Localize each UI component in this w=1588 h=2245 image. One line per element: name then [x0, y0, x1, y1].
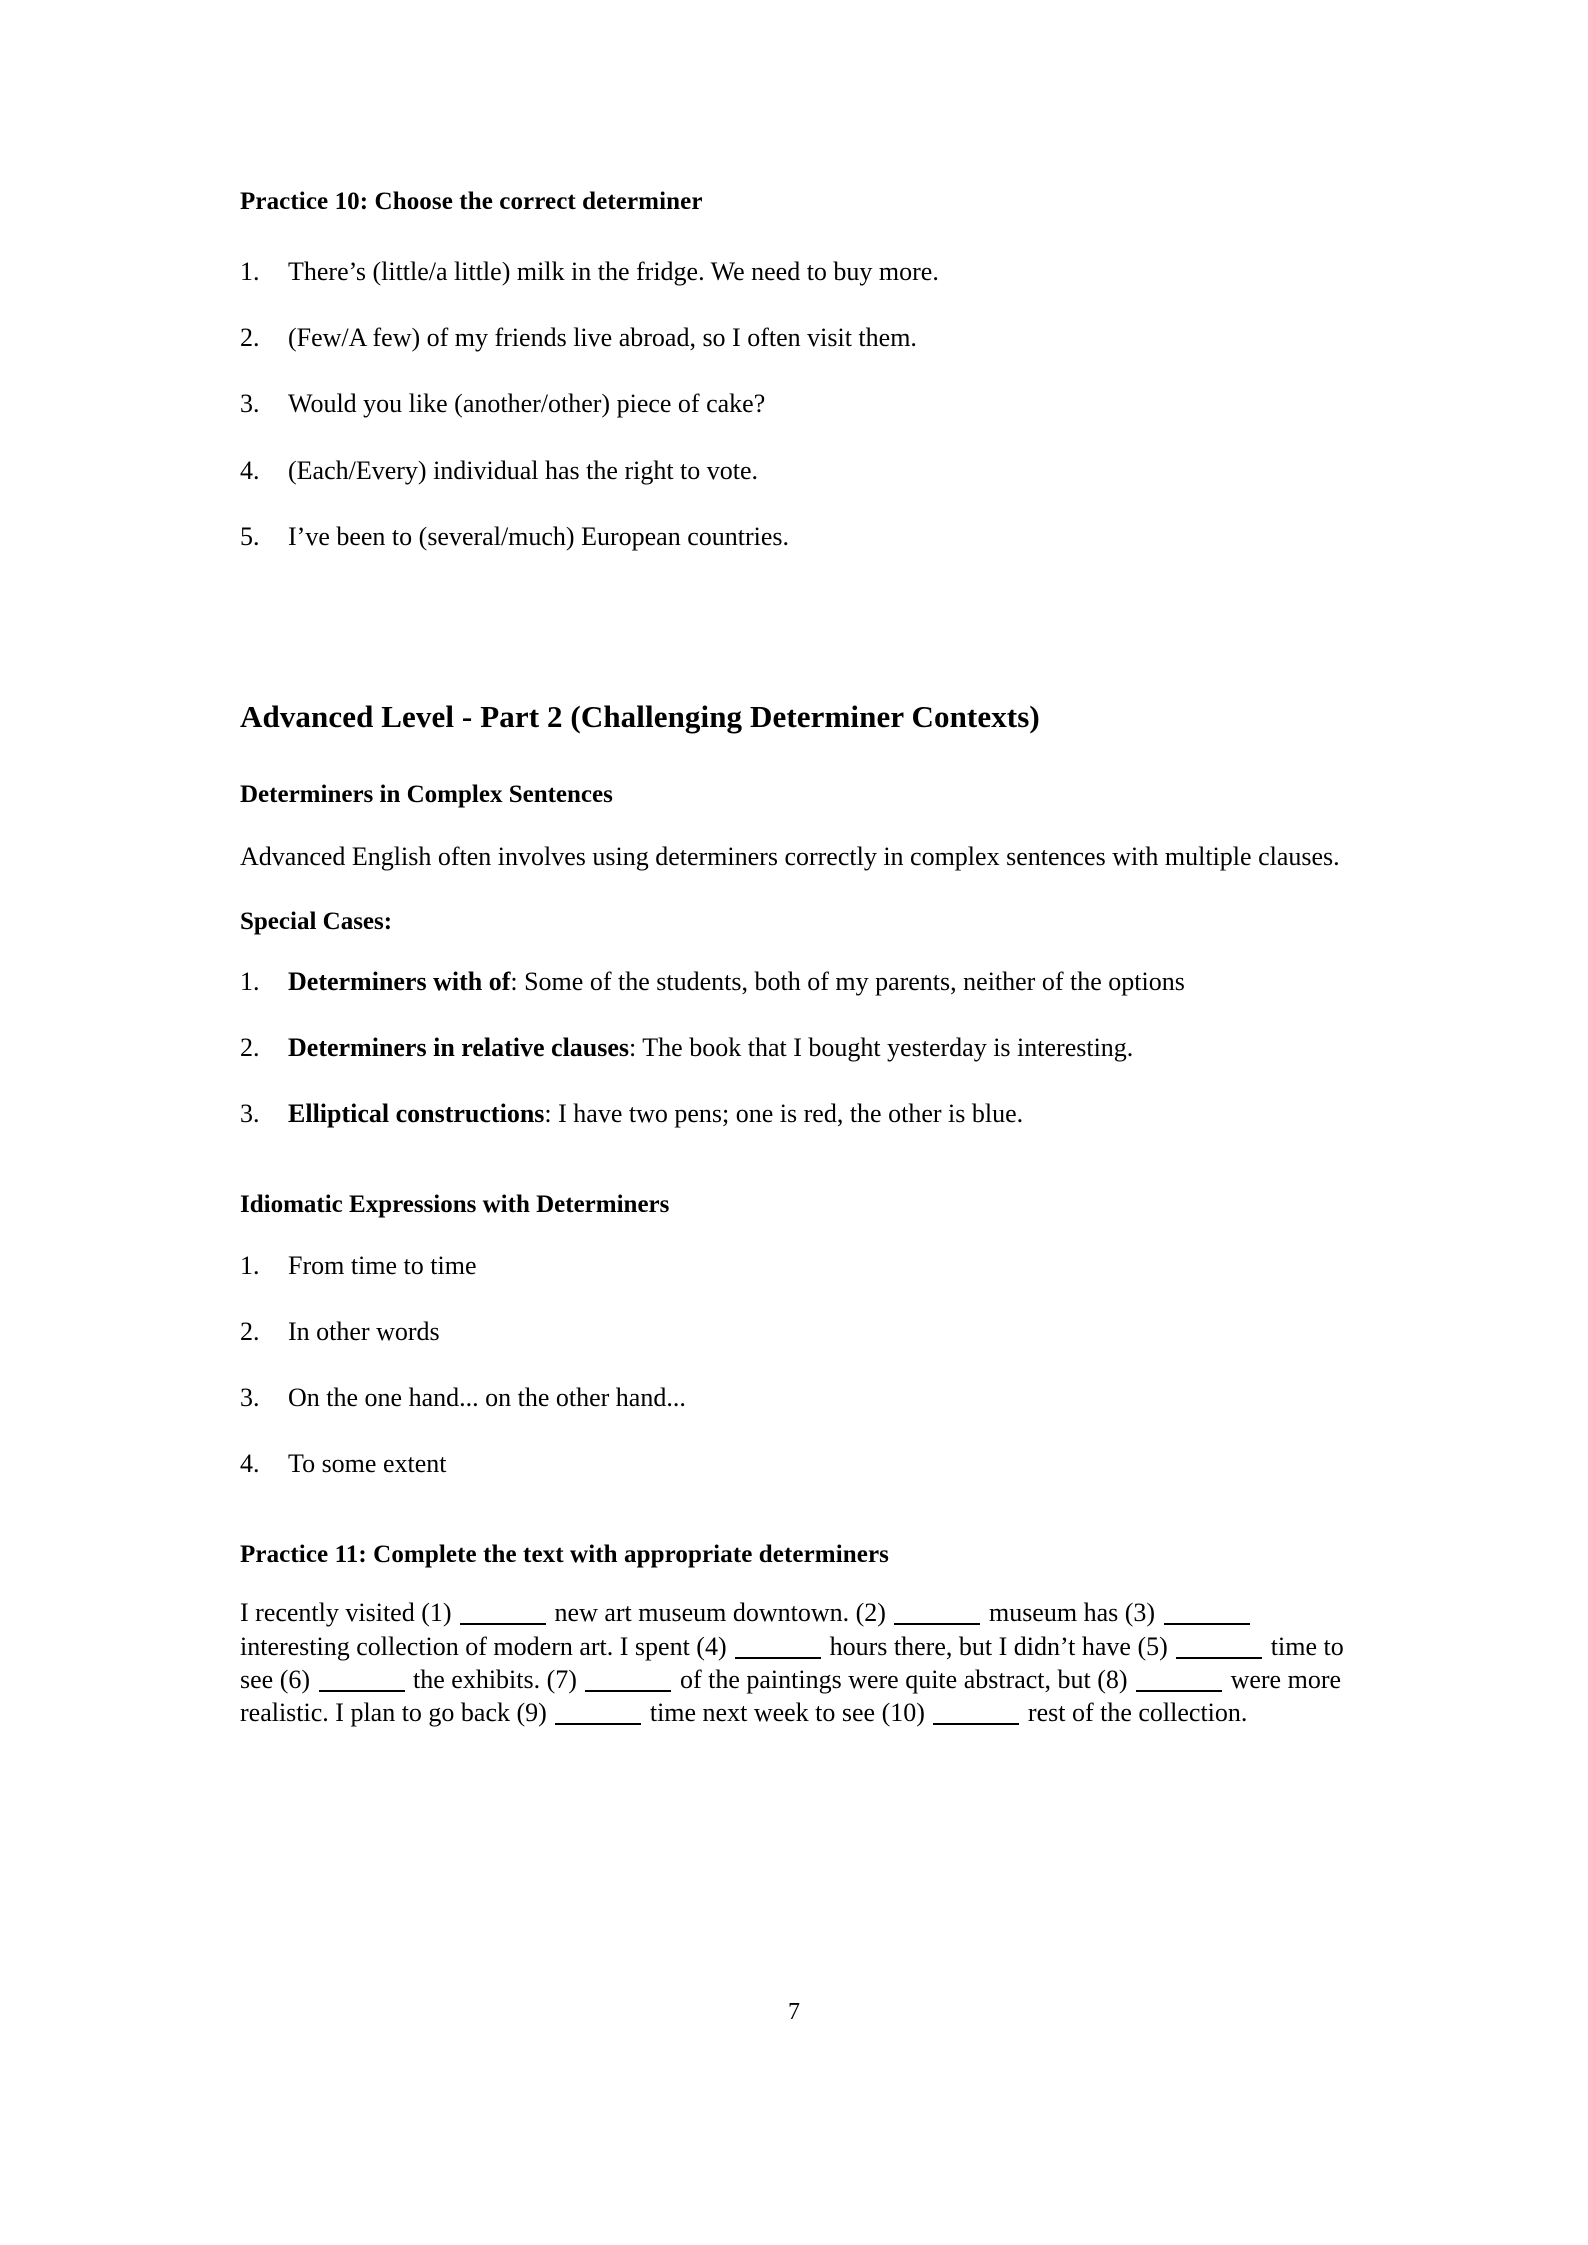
- list-item-number: 1.: [240, 967, 260, 997]
- list-item-number: 1.: [240, 1250, 260, 1280]
- list-item-text: : Some of the students, both of my parents, neither of the options: [510, 967, 1185, 997]
- section-spacer: [240, 1509, 1348, 1539]
- list-item-text: From time to time: [288, 1250, 477, 1280]
- list-item-number: 4.: [240, 1449, 260, 1479]
- cloze-blank-9[interactable]: [555, 1723, 641, 1725]
- list-item: [240, 516, 1348, 558]
- list-item-number: 2.: [240, 323, 260, 353]
- cloze-segment: I recently visited (1): [240, 1598, 452, 1628]
- list-item-number: 3.: [240, 1382, 260, 1412]
- cloze-segment: of the paintings were quite abstract, but (8): [679, 1664, 1128, 1694]
- list-item-text: : The book that I bought yesterday is interesting.: [629, 1033, 1134, 1063]
- practice-10-heading: Practice 10: Choose the correct determiner: [240, 188, 703, 215]
- list-item-number: 2.: [240, 1033, 260, 1063]
- list-item-text: (Few/A few) of my friends live abroad, so I often visit them.: [288, 323, 917, 353]
- list-item: [240, 383, 1348, 425]
- complex-sentences-heading: Determiners in Complex Sentences: [240, 780, 613, 808]
- cloze-segment: interesting collection of modern art. I spent (4): [240, 1631, 727, 1661]
- practice-11-cloze-paragraph: [240, 1596, 1348, 1729]
- list-item-term: Determiners with of: [288, 967, 511, 997]
- list-item-text: To some extent: [288, 1449, 447, 1479]
- list-item: [240, 961, 1348, 1003]
- section-spacer: [240, 1159, 1348, 1189]
- advanced-level-heading: Advanced Level - Part 2 (Challenging Determiner Contexts): [240, 698, 1040, 734]
- cloze-blank-7[interactable]: [585, 1690, 671, 1692]
- list-item-number: 1.: [240, 257, 260, 287]
- cloze-blank-4[interactable]: [735, 1657, 821, 1659]
- special-cases-heading: Special Cases:: [240, 907, 393, 935]
- practice-11-heading: Practice 11: Complete the text with appropriate determiners: [240, 1541, 890, 1569]
- idiomatic-expressions-list: [240, 1245, 1348, 1485]
- list-item: [240, 1377, 1348, 1419]
- list-item-term: Elliptical constructions: [288, 1099, 545, 1129]
- list-item: [240, 251, 1348, 293]
- cloze-segment: hours there, but I didn’t have (5): [829, 1631, 1168, 1661]
- list-item: [240, 1027, 1348, 1069]
- cloze-segment: rest of the collection.: [1027, 1698, 1248, 1728]
- list-item-text: I’ve been to (several/much) European countries.: [288, 521, 790, 551]
- list-item-number: 3.: [240, 1099, 260, 1129]
- list-item-text: (Each/Every) individual has the right to vote.: [288, 455, 759, 485]
- practice-10-list: [240, 251, 1348, 558]
- list-item: [240, 1311, 1348, 1353]
- cloze-segment: new art museum downtown. (2): [554, 1598, 886, 1628]
- page-number: 7: [788, 1999, 800, 2025]
- list-item-number: 4.: [240, 455, 260, 485]
- cloze-blank-6[interactable]: [319, 1690, 405, 1692]
- list-item: [240, 317, 1348, 359]
- list-item: [240, 1245, 1348, 1287]
- cloze-blank-10[interactable]: [933, 1723, 1019, 1725]
- list-item-text: In other words: [288, 1316, 440, 1346]
- list-item: [240, 450, 1348, 492]
- complex-sentences-paragraph: Advanced English often involves using determiners correctly in complex sentences with multiple clauses.: [240, 841, 1340, 871]
- page-content: [240, 186, 1348, 1729]
- cloze-segment: time to see (6): [240, 1631, 1344, 1694]
- list-item-number: 2.: [240, 1316, 260, 1346]
- cloze-blank-2[interactable]: [894, 1623, 980, 1625]
- list-item-text: Would you like (another/other) piece of cake?: [288, 389, 766, 419]
- list-item-text: There’s (little/a little) milk in the fridge. We need to buy more.: [288, 257, 939, 287]
- cloze-segment: museum has (3): [988, 1598, 1156, 1628]
- list-item-number: 3.: [240, 389, 260, 419]
- list-item: [240, 1443, 1348, 1485]
- cloze-blank-3[interactable]: [1164, 1623, 1250, 1625]
- list-item-number: 5.: [240, 521, 260, 551]
- idiomatic-expressions-heading: Idiomatic Expressions with Determiners: [240, 1191, 670, 1219]
- list-item-text: : I have two pens; one is red, the other is blue.: [544, 1099, 1024, 1129]
- cloze-segment: time next week to see (10): [649, 1698, 925, 1728]
- cloze-blank-8[interactable]: [1136, 1690, 1222, 1692]
- cloze-segment: were more realistic. I plan to go back (9): [240, 1664, 1342, 1728]
- cloze-blank-1[interactable]: [460, 1623, 546, 1625]
- cloze-blank-5[interactable]: [1176, 1657, 1262, 1659]
- list-item-term: Determiners in relative clauses: [288, 1033, 630, 1063]
- list-item: [240, 1093, 1348, 1135]
- special-cases-list: [240, 961, 1348, 1135]
- cloze-segment: the exhibits. (7): [413, 1664, 577, 1694]
- list-item-text: On the one hand... on the other hand...: [288, 1382, 686, 1412]
- section-spacer: [240, 582, 1348, 698]
